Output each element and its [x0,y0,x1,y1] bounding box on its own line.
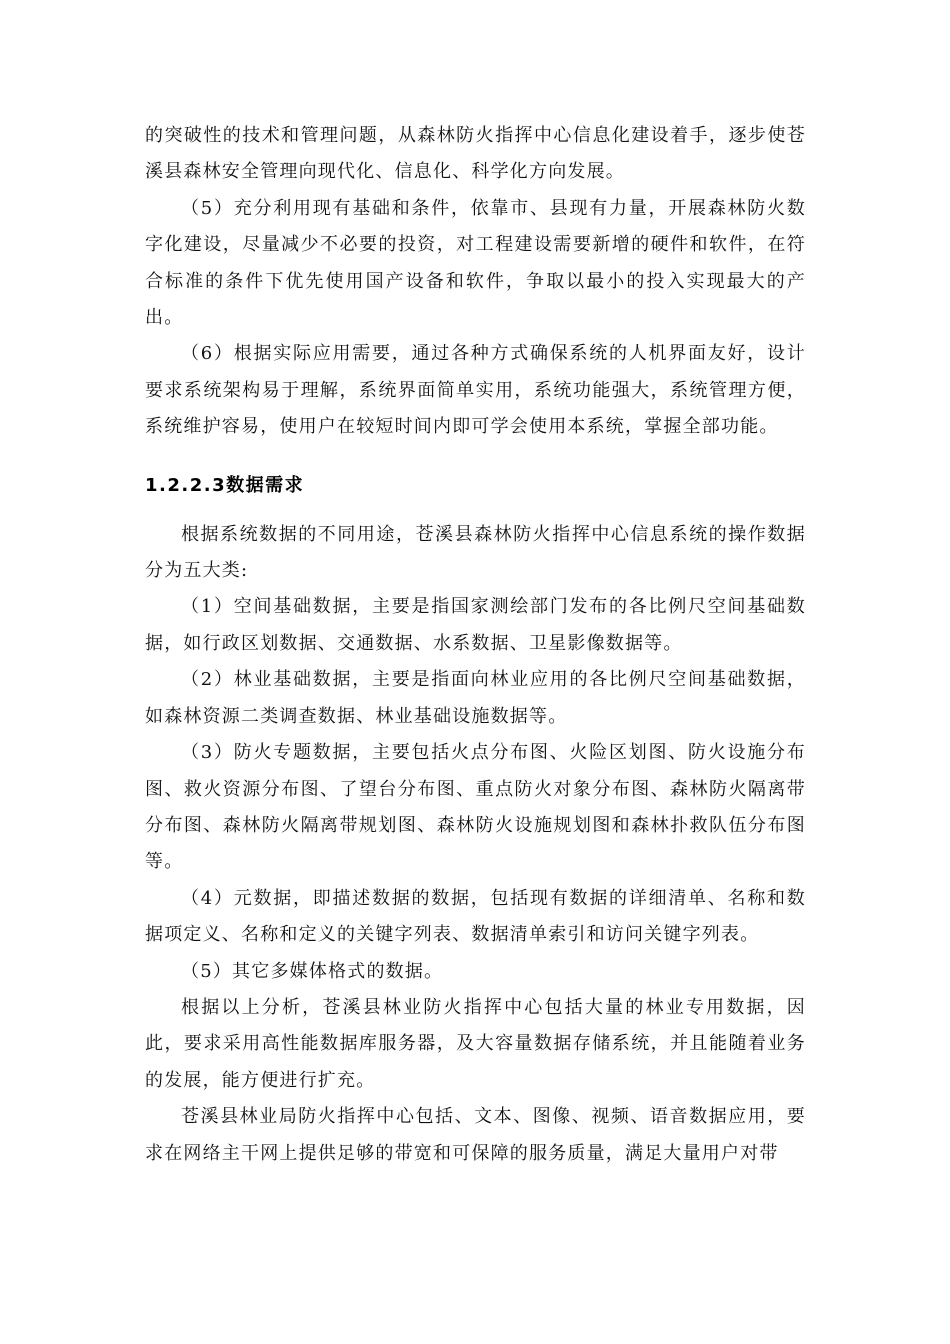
paragraph-item-6: （6）根据实际应用需要，通过各种方式确保系统的人机界面友好，设计要求系统架构易于理解，系统界面简单实用，系统功能强大，系统管理方便，系统维护容易，使用户在较短时间内即可学会使用本系统，掌握全部功能。 [145,343,806,438]
paragraph-multimedia-data: （5）其它多媒体格式的数据。 [181,960,444,982]
paragraph-item-5: （5）充分利用现有基础和条件，依靠市、县现有力量，开展森林防火数字化建设，尽量减少不必要的投资，对工程建设需要新增的硬件和软件，在符合标准的条件下优先使用国产设备和软件，争取以最小的投入实现最大的产出。 [145,197,806,329]
paragraph-continuation: 的突破性的技术和管理问题，从森林防火指挥中心信息化建设着手，逐步使苍溪县森林安全管理向现代化、信息化、科学化方向发展。 [145,125,806,183]
paragraph-data-intro: 根据系统数据的不同用途，苍溪县森林防火指挥中心信息系统的操作数据分为五大类: [145,523,806,582]
paragraph-fire-data: （3）防火专题数据，主要包括火点分布图、火险区划图、防火设施分布图、救火资源分布图、了望台分布图、重点防火对象分布图、森林防火隔离带分布图、森林防火隔离带规划图、森林防火设施规划图和森林扑救队伍分布图等。 [145,742,806,873]
paragraph-network: 苍溪县林业局防火指挥中心包括、文本、图像、视频、语音数据应用，要求在网络主干网上提供足够的带宽和可保障的服务质量，满足大量用户对带 [145,1106,806,1164]
paragraph-metadata: （4）元数据，即描述数据的数据，包括现有数据的详细清单、名称和数据项定义、名称和定义的关键字列表、数据清单索引和访问关键字列表。 [145,887,806,946]
paragraph-spatial-data: （1）空间基础数据，主要是指国家测绘部门发布的各比例尺空间基础数据，如行政区划数据、交通数据、水系数据、卫星影像数据等。 [145,596,806,654]
document-body [145,118,806,1172]
section-heading: 1.2.2.3数据需求 [145,474,305,496]
paragraph-analysis: 根据以上分析，苍溪县林业防火指挥中心包括大量的林业专用数据，因此，要求采用高性能数据库服务器，及大容量数据存储系统，并且能随着业务的发展，能方便进行扩充。 [145,996,806,1091]
paragraph-forestry-data: （2）林业基础数据，主要是指面向林业应用的各比例尺空间基础数据，如森林资源二类调查数据、林业基础设施数据等。 [145,669,806,727]
